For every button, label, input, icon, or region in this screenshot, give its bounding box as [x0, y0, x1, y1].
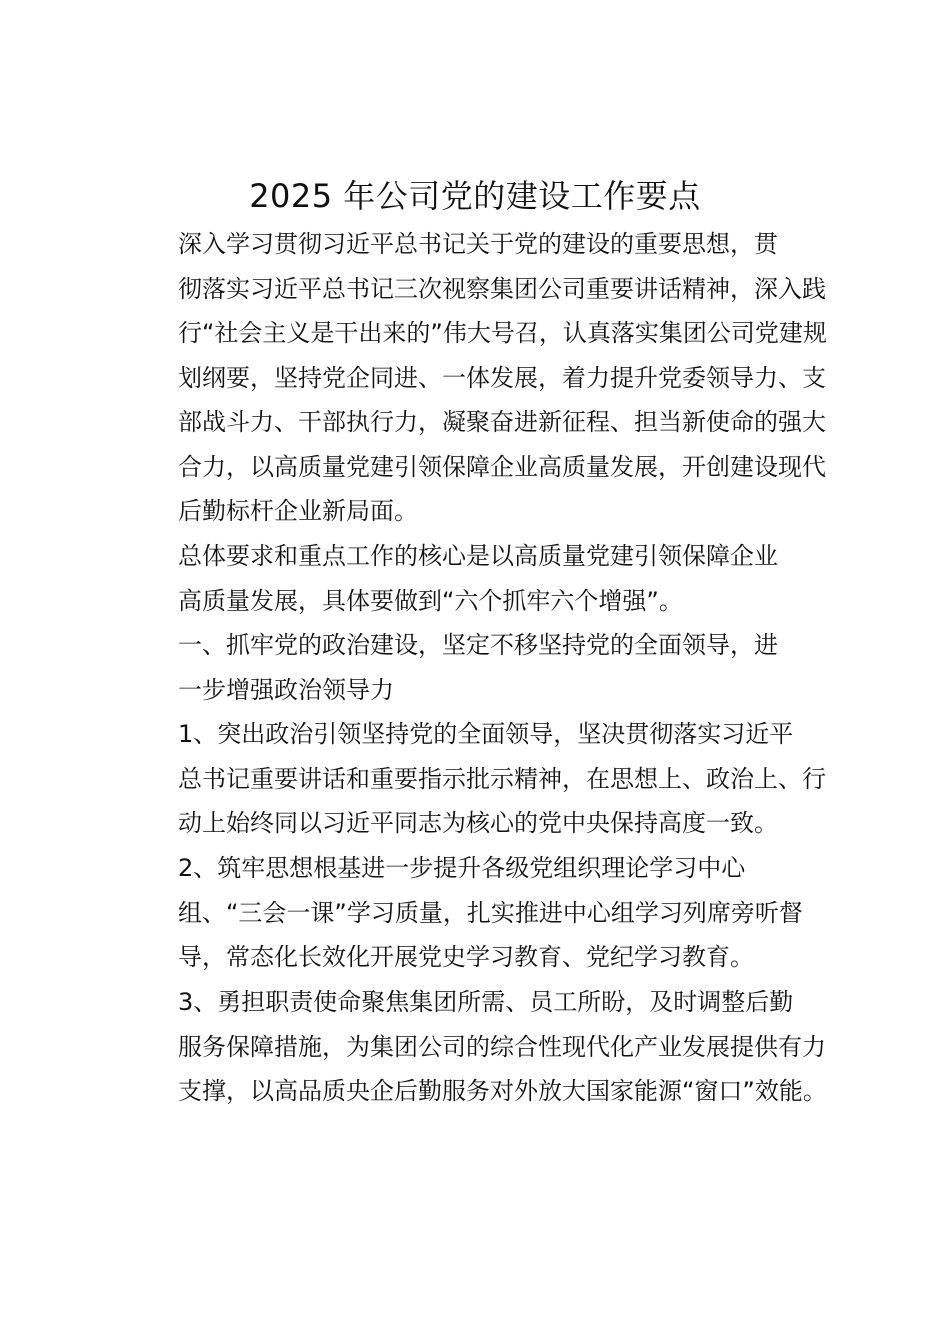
paragraph-line: 高质量发展，具体要做到“六个抓牢六个增强”。: [178, 586, 683, 615]
paragraph-line: 深入学习贯彻习近平总书记关于党的建设的重要思想，贯: [178, 230, 778, 258]
paragraph-line: 支撑，以高品质央企后勤服务对外放大国家能源“窗口”效能。: [178, 1077, 827, 1105]
paragraph-line: 1、突出政治引领坚持党的全面领导，坚决贯彻落实习近平: [178, 720, 794, 748]
section-heading-one: [128, 623, 834, 712]
paragraph-item-2: [128, 846, 834, 980]
document-title: 2025 年公司党的建设工作要点: [249, 177, 701, 215]
paragraph-line: 一、抓牢党的政治建设，坚定不移坚持党的全面领导，进: [178, 631, 778, 659]
paragraph-line: 合力，以高质量党建引领保障企业高质量发展，开创建设现代: [178, 452, 826, 481]
paragraph-line: 动上始终同以习近平同志为核心的党中央保持高度一致。: [178, 809, 778, 837]
paragraph-line: 行“社会主义是干出来的”伟大号召，认真落实集团公司党建规: [178, 319, 827, 347]
paragraph-intro: [128, 222, 834, 534]
paragraph-line: 3、勇担职责使命聚焦集团所需、员工所盼，及时调整后勤: [178, 988, 794, 1016]
paragraph-requirements: [128, 534, 834, 623]
paragraph-line: 后勤标杆企业新局面。: [178, 497, 418, 525]
paragraph-line: 组、“三会一课”学习质量，扎实推进中心组学习列席旁听督: [178, 898, 803, 927]
paragraph-item-1: [128, 712, 834, 846]
paragraph-line: 2、筑牢思想根基进一步提升各级党组织理论学习中心: [178, 854, 746, 882]
paragraph-line: 部战斗力、干部执行力，凝聚奋进新征程、担当新使命的强大: [178, 408, 826, 436]
paragraph-item-3: [128, 980, 834, 1114]
paragraph-line: 划纲要，坚持党企同进、一体发展，着力提升党委领导力、支: [178, 363, 826, 392]
paragraph-line: 彻落实习近平总书记三次视察集团公司重要讲话精神，深入践: [178, 274, 826, 303]
paragraph-line: 一步增强政治领导力: [178, 675, 394, 704]
paragraph-line: 服务保障措施，为集团公司的综合性现代化产业发展提供有力: [178, 1032, 826, 1061]
paragraph-line: 总体要求和重点工作的核心是以高质量党建引领保障企业: [178, 542, 778, 570]
paragraph-line: 总书记重要讲话和重要指示批示精神，在思想上、政治上、行: [178, 764, 826, 793]
paragraph-line: 导，常态化长效化开展党史学习教育、党纪学习教育。: [178, 943, 754, 971]
